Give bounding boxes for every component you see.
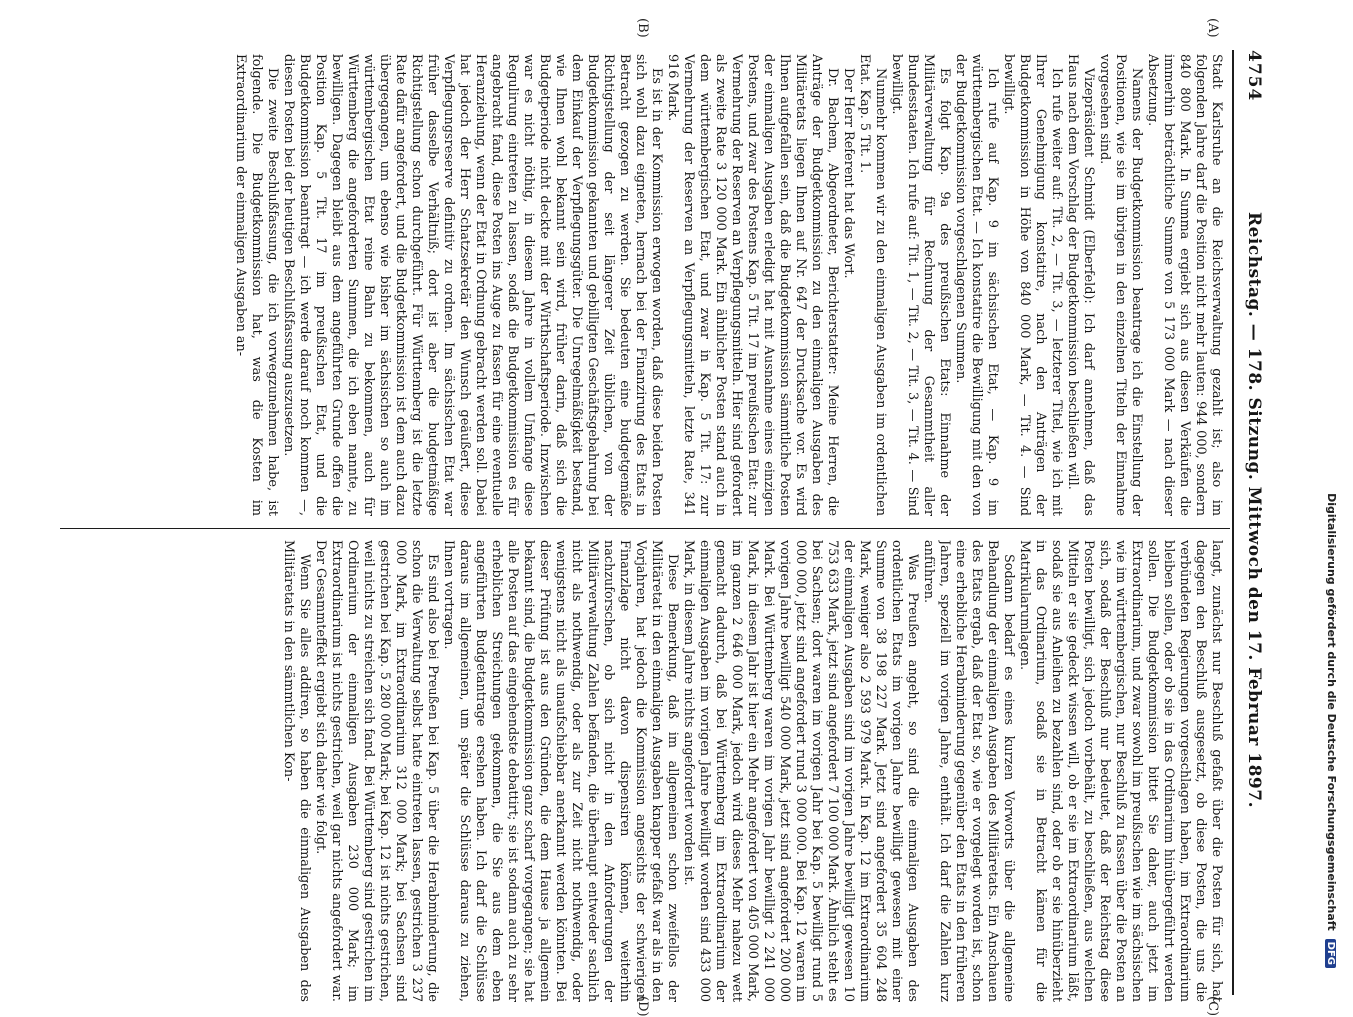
paragraph: Sodann bedarf es eines kurzen Vorworts über die allgemeine Behandlung der einmaligen Ausgaben des Militäretats. Ein Anschauen des Etats ergab, daß der Etat so, wie er vorgelegt worden ist, schon eine erhebliche Herabminderung gegenüber den Etats in den früheren Jahren, speziell im vorigen Jahre, enthält. Ich darf die Zahlen kurz anführen. [921, 540, 1016, 1002]
header-rule [1232, 50, 1234, 995]
dfg-logo: DFG [1325, 939, 1336, 968]
paragraph: Ich rufe auf Kap. 9 im sächsischen Etat, — Kap. 9 im württembergischen Etat. — Ich konstatire die Bewilligung mit den von der Budgetkommission vorgeschlagenen Summen. [953, 54, 1000, 516]
paragraph: Die zweite Beschlußfassung, die ich vorwegzunehmen habe, ist folgende. Die Budgetkommission hat, was die Kosten im Extraordinarium der einmaligen Ausgaben an- [233, 54, 280, 516]
margin-marker-b: (B) [635, 18, 650, 38]
paragraph: Wenn Sie alles addiren, so haben die einmaligen Ausgaben des Militäretats in den sämmtlichen Kon- [281, 540, 312, 1002]
paragraph: Es ist in der Kommission erwogen worden, daß diese beiden Posten sich wohl dazu eigneten, hernach bei der Finanzirung des Etats in Betracht gezogen zu werden. Sie bedeuten eine budgetgemäße Richtigstellung der seit längerer Zeit üblichen, von der Budgetkommission gekannten und gebilligten Geschäftsgebahrung bei dem Einkauf der Verpflegungsgüter. Die Unregelmäßigkeit bestand, wie Ihnen wohl bekannt sein wird, früher darin, daß sich die Budgetperiode nicht deckte mit der Wirthschaftsperiode. Inzwischen war es nicht nöthig, in diesem Jahre in vollem Umfange diese Regulirung eintreten zu lassen, sodaß die Budgetkommission es für angebracht fand, diese Posten ins Auge zu fassen für eine eventuelle Heranziehung, wenn der Etat in Ordnung gebracht werden soll. Dabei hat jedoch der Herr Schatzsekretär den Wunsch geäußert, diese Verpflegungsreserve definitiv zu ordnen. Im sächsischen Etat war früher dasselbe Verhältniß; dort ist aber die budgetmäßige Richtigstellung schon durchgeführt. Für Württemberg ist die letzte Rate dafür angefordert, und die Budgetkommission ist dem auch dazu übergegangen, um ebenso wie bisher im sächsischen so auch im württembergischen Etat reine Bahn zu bekommen, auch für Württemberg die angeforderten Summen, die ich eben nannte, zu bewilligen. Dagegen bleibt aus dem angeführten Grunde offen die Position Kap. 5 Tit. 17 im preußischen Etat, und die Budgetkommission beantragt — ich werde darauf noch kommen —, diesen Posten bei der heutigen Beschlußfassung auszusetzen. [281, 54, 664, 516]
margin-marker-d: (D) [635, 996, 650, 1017]
paragraph: Namens der Budgetkommission beantrage ich die Einstellung der Positionen, wie sie im übrigen in den einzelnen Titeln der Einnahme vorgesehen sind. [1097, 54, 1144, 516]
paragraph: Es sind also bei Preußen bei Kap. 5 über die Herabminderung, die schon die Verwaltung selbst hatte eintreten lassen, gestrichen 3 237 000 Mark, im Extraordinarium 312 000 Mark; bei Sachsen sind gestrichen bei Kap. 5 280 000 Mark; bei Kap. 12 ist nichts gestrichen, weil nichts zu streichen sich fand. Bei Württemberg sind gestrichen im Ordinarium der einmaligen Ausgaben 230 000 Mark; im Extraordinarium ist nichts gestrichen, weil gar nichts angefordert war. Der Gesammteffekt ergiebt sich daher wie folgt. [313, 540, 440, 1002]
credit-text: Digitalisierung gefördert durch die Deutsche Forschungsgemeinschaft [1325, 493, 1338, 931]
right-column [54, 540, 1224, 1002]
document-page [45, 10, 1270, 1017]
page-number: 4754 [1244, 50, 1264, 102]
column-divider [60, 528, 1230, 529]
paragraph: Ich rufe weiter auf: Tit. 2, — Tit. 3, — letzterer Titel, wie ich mit Ihrer Genehmigung konstatire, nach den Anträgen der Budgetkommission in Höhe von 840 000 Mark, — Tit. 4. — Sind bewilligt. [1001, 54, 1064, 516]
paragraph: Der Herr Referent hat das Wort. [841, 68, 856, 279]
page-header [1240, 10, 1270, 1010]
paragraph: Dr. Bachem, Abgeordneter, Berichterstatter: Meine Herren, die Anträge der Budgetkommission zu den einmaligen Ausgaben des Militäretats liegen Ihnen auf Nr. 647 der Drucksache vor. Es wird Ihnen aufgefallen sein, daß die Budgetkommission sämmtliche Posten der einmaligen Ausgaben erledigt hat mit Ausnahme eines einzigen Postens, und zwar des Postens Kap. 5 Tit. 17 im preußischen Etat: zur Vermehrung der Reserven an Verpflegungsmitteln. Hier sind gefordert als zweite Rate 3 120 000 Mark. Ein ähnlicher Posten stand auch in dem württembergischen Etat, und zwar in Kap. 5 Tit. 17: zur Vermehrung der Reserven an Verpflegungsmitteln, letzte Rate, 341 916 Mark. [665, 54, 840, 516]
paragraph: Stadt Karlsruhe an die Reichsverwaltung gezahlt ist; also im folgenden Jahre darf die Position nicht mehr lauten: 944 000, sondern 840 800 Mark. In Summa ergiebt sich aus diesen Verkäufen die immerhin beträchtliche Summe von 5 173 000 Mark — nach dieser Absetzung. [1145, 54, 1224, 516]
margin-marker-c: (C) [1205, 996, 1220, 1017]
paragraph: Es folgt Kap. 9a des preußischen Etats: Einnahme der Militärverwaltung für Rechnung der Gesammtheit aller Bundesstaaten. Ich rufe auf: Tit. 1, — Tit. 2, — Tit. 3, — Tit. 4. — Sind bewilligt. [889, 54, 952, 516]
paragraph: Nunmehr kommen wir zu den einmaligen Ausgaben im ordentlichen Etat. Kap. 5 Tit. 1. [857, 54, 888, 516]
paragraph: Vizepräsident Schmidt (Elberfeld): Ich darf annehmen, daß das Haus nach dem Vorschlag der Budgetkommission beschließen will. [1065, 54, 1096, 516]
margin-marker-a: (A) [1205, 18, 1220, 38]
digitization-credit [1318, 8, 1344, 988]
paragraph: Was Preußen angeht, so sind die einmaligen Ausgaben des ordentlichen Etats im vorigen Jahre bewilligt gewesen mit einer Summe von 38 198 227 Mark. Jetzt sind angefordert 35 604 248 Mark, weniger also 2 593 979 Mark. In Kap. 12 im Extraordinarium der einmaligen Ausgaben sind im vorigen Jahre bewilligt gewesen 10 753 633 Mark, jetzt sind angefordert 7 100 000 Mark. Ähnlich steht es bei Sachsen; dort waren im vorigen Jahr bei Kap. 5 bewilligt rund 5 000 000, jetzt sind angefordert rund 3 000 000. Bei Kap. 12 waren im vorigen Jahre bewilligt 540 000 Mark, jetzt sind angefordert 200 000 Mark. Bei Württemberg waren im vorigen Jahr bewilligt 2 241 000 Mark, in diesem Jahr ist hier ein Mehr angefordert von 405 000 Mark, im ganzen 2 646 000 Mark, jedoch wird dieses Mehr nahezu wett gemacht dadurch, daß bei Württemberg im Extraordinarium der einmaligen Ausgaben im vorigen Jahre bewilligt worden sind 433 000 Mark, in diesem Jahre nichts angefordert worden ist. [681, 540, 920, 1002]
paragraph: Diese Bemerkung, daß im allgemeinen schon zweifellos der Militäretat in den einmaligen Ausgaben knapper gefaßt war als in den Vorjahren, hat jedoch die Kommission angesichts der schwierigen Finanzlage nicht davon dispensiren können, weiterhin nachzuforschen, ob sich nicht in den Anforderungen der Militärverwaltung Zahlen befänden, die überhaupt entweder sachlich nicht als nothwendig, oder als zur Zeit nicht nothwendig, oder wenigstens nicht als unaufschiebbar anerkannt werden könnten. Bei dieser Prüfung ist aus den Gründen, die dem Hause ja allgemein bekannt sind, die Budgetkommission ganz scharf vorgegangen; sie hat alle Posten auf das eingehendste debattirt; sie ist sodann auch zu sehr erheblichen Streichungen gekommen, die Sie aus dem eben angeführten Budgetantrage ersehen haben. Ich darf die Schlüsse daraus im allgemeinen, um später die Schlüsse daraus zu ziehen, Ihnen vortragen. [441, 540, 680, 1002]
page-title: Reichstag. — 178. Sitzung. Mittwoch den 17. Februar 1897. [1244, 211, 1264, 809]
paragraph: langt, zunächst nur Beschluß gefaßt über die Posten für sich, hat dagegen den Beschluß ausgesetzt, ob diese Posten, die uns die verbündeten Regierungen vorgeschlagen haben, im Extraordinarium bleiben sollen, oder ob sie in das Ordinarium hinübergeführt werden sollen. Die Budgetkommission bittet Sie daher, auch jetzt im Extraordinarium, und zwar sowohl im preußischen wie im sächsischen wie im württembergischen, nur Beschluß zu fassen über die Posten an sich, sodaß der Beschluß nur bedeutet, daß der Reichstag diese Posten bewilligt, sich jedoch vorbehält, zu beschließen, aus welchen Mitteln er sie gedeckt wissen will, ob er sie im Extraordinarium läßt, sodaß sie aus Anleihen zu bezahlen sind, oder ob er sie hinüberzieht in das Ordinarium, sodaß sie in Betracht kämen für die Matrikularumlagen. [1017, 540, 1224, 1002]
left-column [54, 54, 1224, 516]
